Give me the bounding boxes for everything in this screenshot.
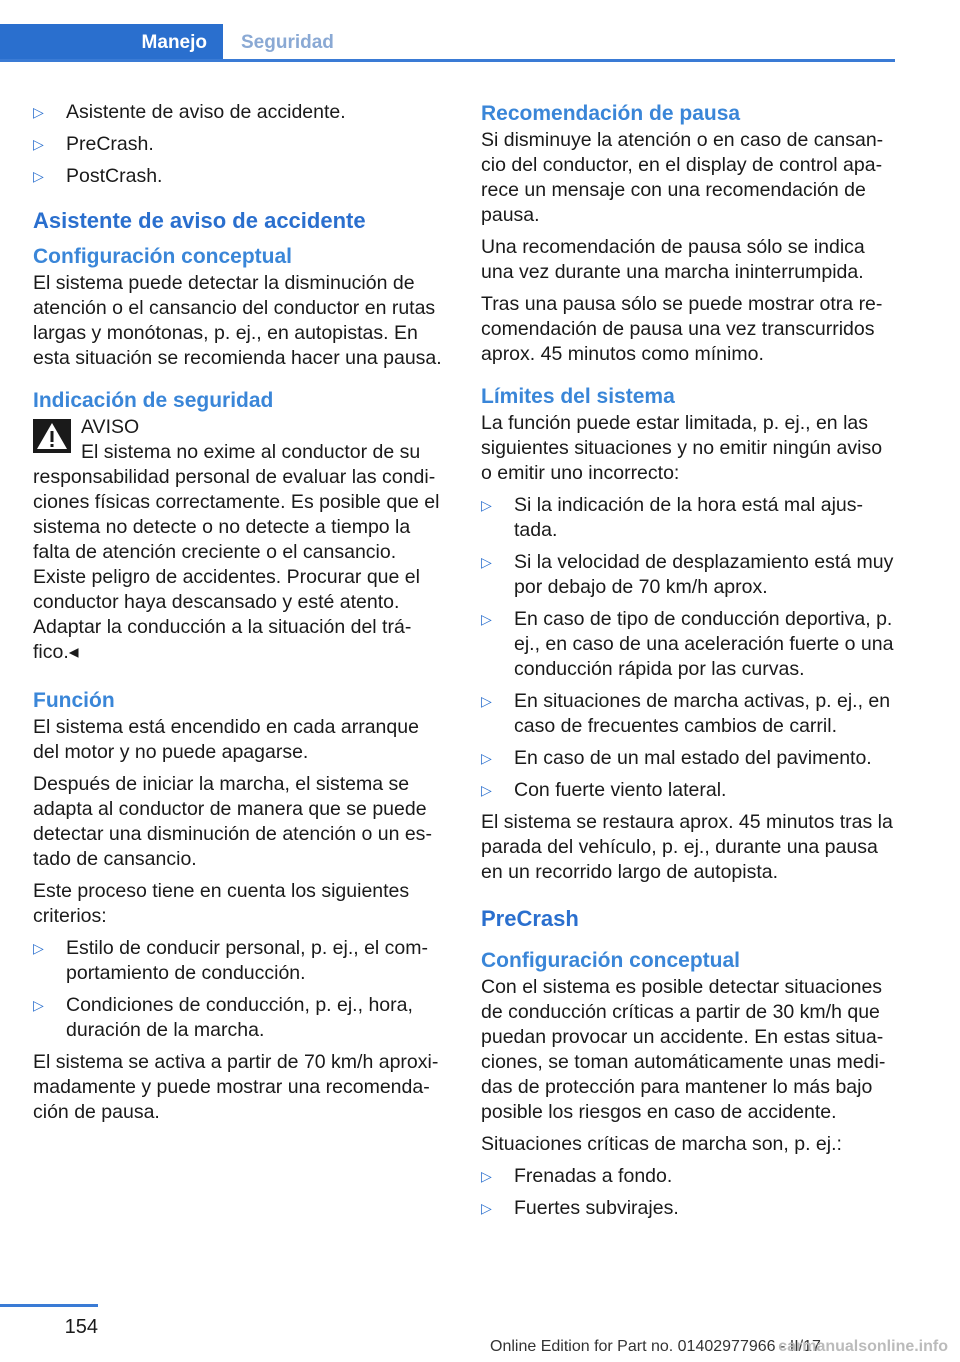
triangle-bullet-icon: ▷ bbox=[481, 1200, 492, 1216]
paragraph-configuracion: El sistema puede detectar la disminución de atención o el cansancio del conductor en rutas largas y monótonas, p. ej., en autopistas. En esta situación se recomienda hacer una pausa. bbox=[33, 272, 442, 369]
list-item: ▷ Asistente de aviso de accidente. bbox=[33, 101, 346, 123]
warning-block bbox=[33, 415, 447, 440]
tab-seguridad[interactable]: Seguridad bbox=[241, 32, 334, 53]
paragraph-pausa-3: Tras una pausa sólo se puede mostrar otra recomendación de pausa una vez transcurridos aprox. 45 minutos como mínimo. bbox=[481, 293, 883, 365]
watermark: carmanualsonline.info bbox=[778, 1338, 948, 1355]
triangle-bullet-icon: ▷ bbox=[481, 611, 492, 627]
paragraph-funcion-2: Después de iniciar la marcha, el sistema se adapta al conductor de manera que se puede detectar una disminución de atención o un estado de cansancio. bbox=[33, 773, 432, 870]
list-item: ▷ En situaciones de marcha activas, p. ej., en caso de frecuentes cambios de carril. bbox=[481, 690, 891, 737]
list-item: ▷ En caso de un mal estado del pavimento. bbox=[481, 747, 872, 769]
triangle-bullet-icon: ▷ bbox=[33, 136, 44, 152]
heading-precrash: PreCrash bbox=[481, 906, 579, 931]
triangle-bullet-icon: ▷ bbox=[481, 554, 492, 570]
warning-title: AVISO bbox=[81, 416, 140, 438]
heading-limites: Límites del sistema bbox=[481, 385, 675, 408]
limits-list bbox=[481, 493, 897, 803]
heading-pausa: Recomendación de pausa bbox=[481, 102, 741, 125]
paragraph-funcion-3: Este proceso tiene en cuenta los siguientes criterios: bbox=[33, 880, 410, 927]
intro-list bbox=[33, 100, 447, 189]
list-item: ▷ Frenadas a fondo. bbox=[481, 1165, 673, 1187]
warning-icon bbox=[33, 419, 71, 453]
paragraph-pausa-2: Una recomendación de pausa sólo se indica una vez durante una marcha ininterrumpida. bbox=[481, 236, 865, 283]
triangle-bullet-icon: ▷ bbox=[481, 782, 492, 798]
paragraph-funcion-1: El sistema está encendido en cada arranque del motor y no puede apagarse. bbox=[33, 716, 419, 763]
paragraph-funcion-4: El sistema se activa a partir de 70 km/h aproximadamente y puede mostrar una recomendación de pausa. bbox=[33, 1051, 439, 1123]
list-item: ▷ Con fuerte viento lateral. bbox=[481, 779, 727, 801]
heading-seguridad: Indicación de seguridad bbox=[33, 389, 274, 412]
heading-configuracion-2: Configuración conceptual bbox=[481, 949, 741, 972]
page-header bbox=[0, 24, 895, 62]
paragraph-restaura: El sistema se restaura aprox. 45 minutos tras la parada del vehículo, p. ej., durante una pausa en un recorrido largo de autopista. bbox=[481, 811, 893, 883]
warning-text: El sistema no exime al conductor de su responsabilidad personal de evaluar las condiciones físicas correctamente. Es posible que el sistema no detecte o no detecte a tiempo la falta de atención creciente o el cansancio. Existe peligro de accidentes. Procurar que el conductor haya descansado y esté atento. Adaptar la conducción a la situación del tráfico.◂ bbox=[33, 441, 440, 663]
page-number: 154 bbox=[64, 1316, 98, 1338]
triangle-bullet-icon: ▷ bbox=[33, 104, 44, 120]
list-item: ▷ PostCrash. bbox=[33, 165, 163, 187]
list-item: ▷ Si la indicación de la hora está mal ajustada. bbox=[481, 494, 864, 541]
paragraph-limites: La función puede estar limitada, p. ej., en las siguientes situaciones y no emitir ningún aviso o emitir uno incorrecto: bbox=[481, 412, 883, 484]
triangle-bullet-icon: ▷ bbox=[481, 693, 492, 709]
list-item: ▷ Condiciones de conducción, p. ej., hora, duración de la marcha. bbox=[33, 994, 413, 1041]
heading-funcion: Función bbox=[33, 689, 115, 712]
list-item: ▷ En caso de tipo de conducción deportiva, p. ej., en caso de una aceleración fuerte o una conducción rápida por las curvas. bbox=[481, 608, 894, 680]
triangle-bullet-icon: ▷ bbox=[33, 997, 44, 1013]
triangle-bullet-icon: ▷ bbox=[33, 940, 44, 956]
heading-asistente: Asistente de aviso de accidente bbox=[33, 208, 366, 233]
right-column bbox=[481, 100, 897, 1228]
page-number-rule bbox=[0, 1304, 98, 1307]
list-item: ▷ PreCrash. bbox=[33, 133, 154, 155]
left-column bbox=[33, 100, 447, 1132]
paragraph-situaciones: Situaciones críticas de marcha son, p. ej.: bbox=[481, 1133, 842, 1155]
tab-manejo[interactable]: Manejo bbox=[0, 24, 223, 62]
list-item: ▷ Fuertes subvirajes. bbox=[481, 1197, 679, 1219]
paragraph-pausa-1: Si disminuye la atención o en caso de cansancio del conductor, en el display de control aparece un mensaje con una recomendación de pausa. bbox=[481, 129, 884, 226]
paragraph-configuracion-2: Con el sistema es posible detectar situaciones de conducción críticas a partir de 30 km/h que puedan provocar un accidente. En estas situaciones, se toman automáticamente unas medidas de protección para mantener lo más bajo posible los riesgos en caso de accidente. bbox=[481, 976, 886, 1123]
edition-footer: Online Edition for Part no. 01402977966 - II/17 bbox=[490, 1338, 821, 1355]
header-rule bbox=[0, 59, 895, 62]
triangle-bullet-icon: ▷ bbox=[481, 1168, 492, 1184]
triangle-bullet-icon: ▷ bbox=[33, 168, 44, 184]
heading-configuracion: Configuración conceptual bbox=[33, 245, 293, 268]
triangle-bullet-icon: ▷ bbox=[481, 750, 492, 766]
situations-list bbox=[481, 1164, 897, 1221]
list-item: ▷ Estilo de conducir personal, p. ej., el comportamiento de conducción. bbox=[33, 937, 429, 984]
list-item: ▷ Si la velocidad de desplazamiento está muy por debajo de 70 km/h aprox. bbox=[481, 551, 894, 598]
criteria-list bbox=[33, 936, 447, 1043]
triangle-bullet-icon: ▷ bbox=[481, 497, 492, 513]
